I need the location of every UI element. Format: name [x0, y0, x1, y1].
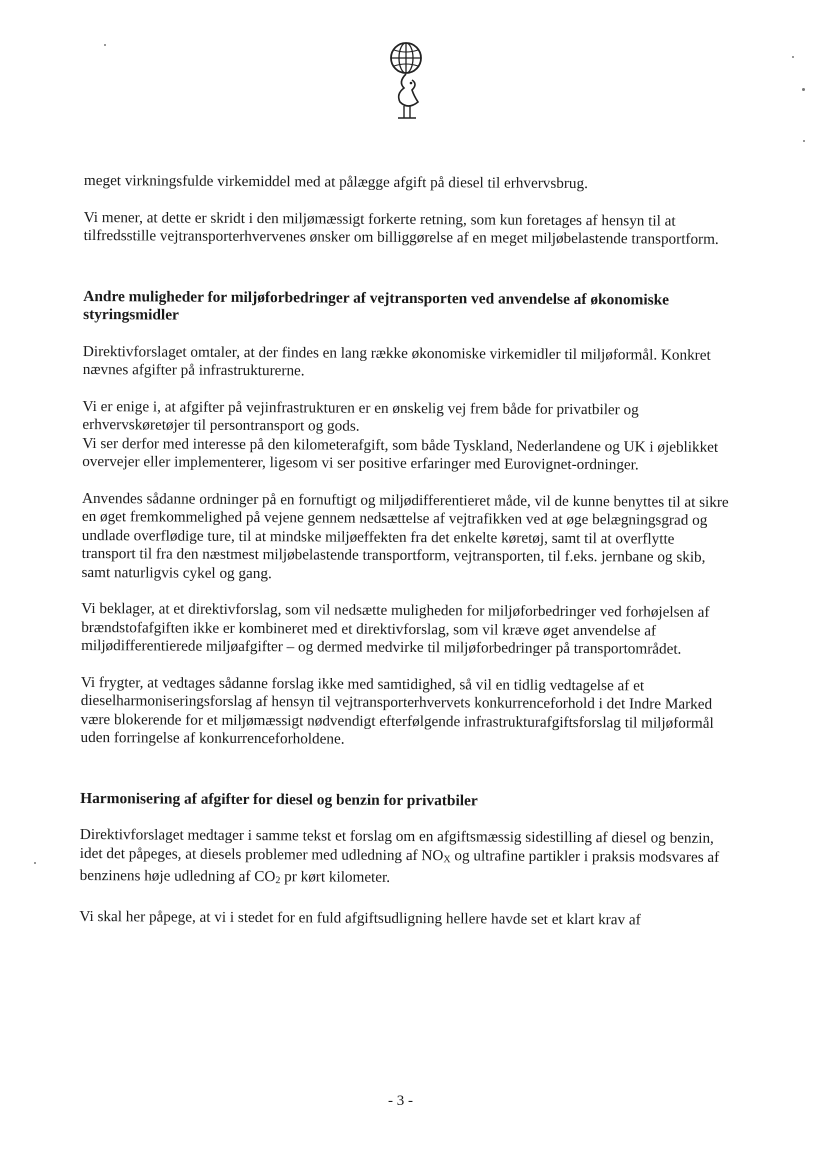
paragraph: Vi beklager, at et direktivforslag, som vil nedsætte muligheden for miljøforbedringer ved forhøjelsen af brændstofafgiften ikke er kombineret med et direktivforslag, som vil kræve øget anvendelse af miljødifferentierede miljøafgifter – og dermed medvirke til miljøforbedringer på transportområdet.	[81, 599, 710, 658]
paragraph: Direktivforslaget omtaler, at der findes en lang række økonomiske virkemidler til miljøformål. Konkret nævnes afgifter på infrastrukturerne.	[82, 342, 711, 380]
paragraph: Direktivforslaget medtager i samme tekst et forslag om en afgiftsmæssig sidestilling af diesel og benzin, idet det påpeges, at diesels problemer med udledning af $NO_X$ og ultrafine partikler i praksis modsvares af benzinens høje udledning af $CO_2$ pr kørt kilometer.	[79, 825, 720, 887]
scan-speck	[803, 140, 805, 142]
scan-speck	[802, 88, 805, 91]
scan-speck	[104, 44, 106, 46]
page-number: - 3 -	[388, 1093, 413, 1109]
scan-speck	[34, 862, 36, 864]
paragraph: Vi ser derfor med interesse på den kilometerafgift, som både Tyskland, Nederlandene og UK i øjeblikket overvejer eller implementerer, ligesom vi ser positive erfaringer med Eurovignet-ordninger.	[82, 434, 719, 474]
paragraph: Anvendes sådanne ordninger på en fornuftigt og miljødifferentieret måde, vil de kunne benyttes til at sikre en øget fremkommelighed på vejene gennem nedsættelse af vejtrafikken ved at øge belægningsgrad og undlade overflødige ture, til at mindske miljøeffekten fra det enkelte køretøj, samt til at overflytte transport til fra den næstmest miljøbelastende transportform, vejtransporten, til f.eks. jernbane og skib, samt naturligvis cykel og gang.	[81, 489, 729, 582]
paragraph: Vi frygter, at vedtages sådanne forslag ikke med samtidighed, så vil en tidlig vedtagelse af et dieselharmoniseringsforslag af hensyn til vejtransporterhvervets konkurrenceforhold i det Indre Marked være blokerende for et miljømæssigt nødvendigt efterfølgende infrastrukturafgiftsforslag til miljøformål uden forringelse af konkurrenceforholdene.	[80, 673, 714, 748]
globe-bird-logo-icon	[384, 36, 428, 124]
paragraph: Vi mener, at dette er skridt i den miljømæssigt forkerte retning, som kun foretages af hensyn til at tilfredsstille vejtransporterhvervenes ønsker om billiggørelse af en meget miljøbelastende transportform.	[83, 208, 719, 248]
document-body	[79, 172, 734, 948]
scan-speck	[792, 56, 794, 58]
paragraph: meget virkningsfulde virkemiddel med at pålægge afgift på diesel til erhvervsbrug.	[83, 172, 588, 193]
paragraph: Vi er enige i, at afgifter på vejinfrastrukturen er en ønskelig vej frem både for privatbiler og erhvervskøretøjer til persontransport og gods.	[82, 397, 639, 435]
section-heading: Andre muligheder for miljøforbedringer af vejtransporten ved anvendelse af økonomiske styringsmidler	[83, 287, 670, 324]
section-heading: Harmonisering af afgifter for diesel og benzin for privatbiler	[80, 789, 478, 809]
paragraph: Vi skal her påpege, at vi i stedet for en fuld afgiftsudligning hellere havde set et klart krav af	[79, 907, 641, 928]
